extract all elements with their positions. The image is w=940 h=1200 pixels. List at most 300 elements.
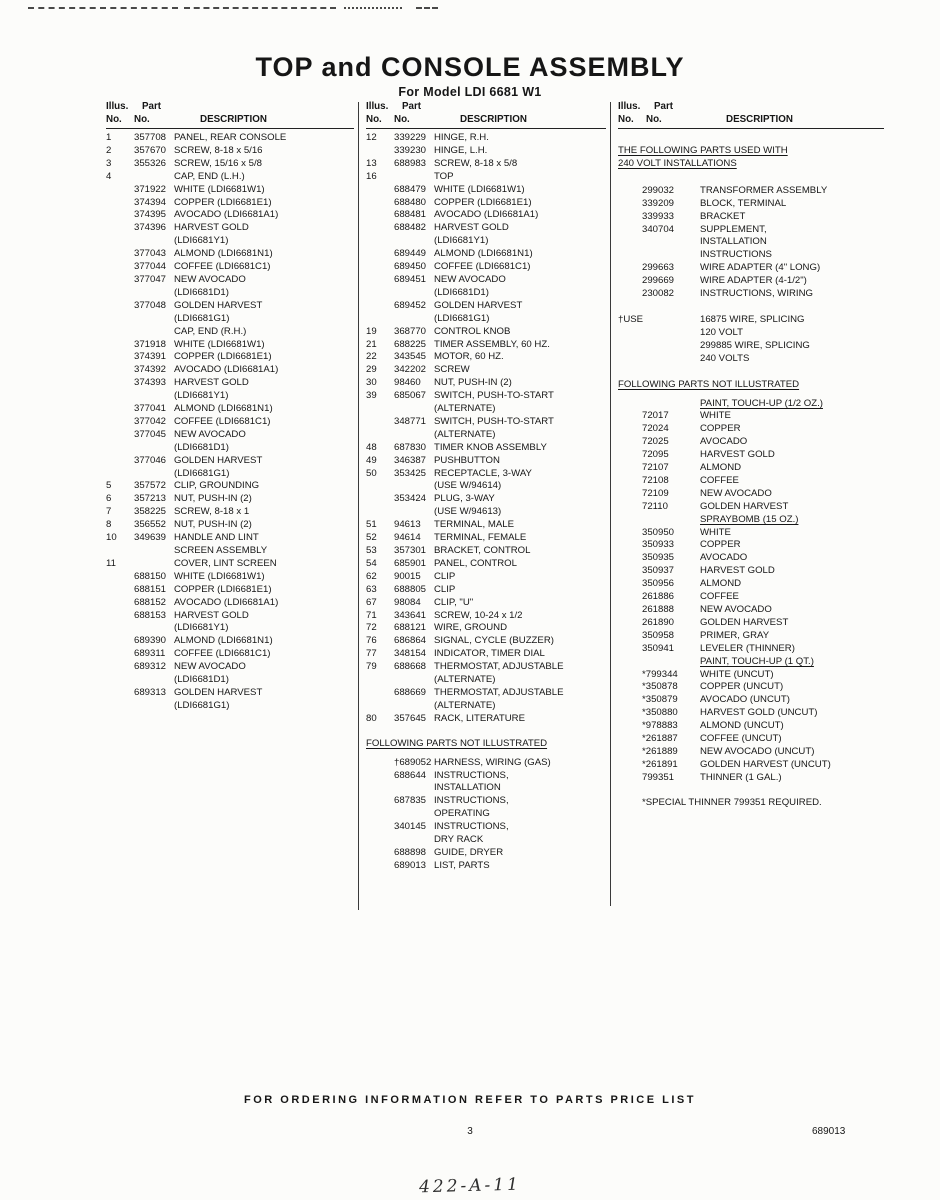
- description: NEW AVOCADO (UNCUT): [700, 745, 815, 757]
- part-no: [394, 782, 434, 795]
- illus-no: [618, 340, 642, 353]
- parts-row: [106, 364, 354, 377]
- illus-no: [618, 681, 642, 694]
- description: WIRE ADAPTER (4-1/2"): [700, 275, 807, 287]
- part-no: †689052: [394, 756, 432, 768]
- parts-row: [618, 488, 884, 501]
- scan-artifact-line: [184, 7, 336, 9]
- illus-no: [106, 687, 134, 700]
- illus-no: [106, 442, 134, 455]
- header-no: No.: [106, 114, 122, 125]
- part-no: 348154: [394, 648, 427, 660]
- description: RACK, LITERATURE: [434, 712, 525, 724]
- parts-row: [618, 353, 884, 366]
- part-no: 377042: [134, 415, 167, 427]
- parts-row: [366, 860, 606, 873]
- description: SWITCH, PUSH-TO-START: [434, 390, 554, 402]
- part-no: 371918: [134, 338, 167, 350]
- illus-no: [618, 449, 642, 462]
- column-divider: [358, 102, 359, 910]
- parts-row: [106, 197, 354, 210]
- parts-row: [106, 171, 354, 184]
- parts-row: [366, 364, 606, 377]
- illus-no: 10: [106, 532, 117, 544]
- description: (LDI6681G1): [174, 312, 230, 324]
- parts-row: [618, 423, 884, 436]
- part-no: [134, 313, 174, 326]
- part-no: 349639: [134, 532, 167, 544]
- part-no: *350879: [642, 694, 678, 706]
- description: DRY RACK: [434, 834, 484, 846]
- part-no: 689311: [134, 648, 166, 660]
- part-no: [394, 700, 434, 713]
- illus-no: [618, 423, 642, 436]
- parts-row: [618, 436, 884, 449]
- description: WIRE, GROUND: [434, 622, 508, 634]
- header-illus: Illus.: [366, 101, 389, 112]
- parts-row: [366, 326, 606, 339]
- parts-row: [366, 519, 606, 532]
- illus-no: [618, 539, 642, 552]
- document-number: 689013: [812, 1126, 846, 1137]
- illus-no: 50: [366, 467, 377, 479]
- part-no: 261886: [642, 591, 675, 603]
- parts-row: [366, 171, 606, 184]
- part-no: *350878: [642, 681, 678, 693]
- illus-no: [618, 578, 642, 591]
- illus-no: [106, 455, 134, 468]
- description: 240 VOLTS: [700, 352, 750, 364]
- part-no: 689450: [394, 261, 427, 273]
- illus-no: [366, 184, 394, 197]
- illus-no: 79: [366, 661, 377, 673]
- illus-no: [106, 622, 134, 635]
- part-no: 355326: [134, 157, 167, 169]
- part-no: [134, 390, 174, 403]
- illus-no: [366, 287, 394, 300]
- part-no: 368770: [394, 325, 427, 337]
- illus-no: [366, 222, 394, 235]
- illus-no: [106, 610, 134, 623]
- parts-row: [618, 314, 884, 327]
- description: PRIMER, GRAY: [700, 629, 770, 641]
- parts-row: [106, 287, 354, 300]
- part-no: 688150: [134, 570, 167, 582]
- illus-no: [366, 770, 394, 783]
- part-no: *261891: [642, 758, 678, 770]
- parts-row: [366, 429, 606, 442]
- illus-no: [618, 720, 642, 733]
- description: (LDI6681D1): [174, 674, 229, 686]
- description: PANEL, CONTROL: [434, 557, 517, 569]
- part-no: 357301: [394, 545, 427, 556]
- illus-no: [618, 249, 642, 262]
- part-no: [642, 340, 700, 353]
- part-no: 98460: [394, 377, 421, 389]
- header-description: DESCRIPTION: [726, 114, 793, 125]
- row-gap: [366, 726, 606, 738]
- part-no: [642, 314, 700, 327]
- description: GOLDEN HARVEST: [700, 500, 789, 512]
- illus-no: 52: [366, 532, 377, 544]
- illus-no: [618, 617, 642, 630]
- parts-row: [366, 847, 606, 860]
- parts-row: [618, 185, 884, 198]
- parts-row: [106, 661, 354, 674]
- description: TOP: [434, 170, 454, 182]
- parts-column-1: [106, 100, 354, 713]
- part-no: 687830: [394, 441, 427, 453]
- description: SCREW: [434, 364, 470, 376]
- parts-row: [106, 132, 354, 145]
- parts-rows: [618, 132, 884, 810]
- part-no: 377041: [134, 403, 167, 415]
- header-illus: Illus.: [106, 101, 129, 112]
- parts-row: [366, 455, 606, 468]
- illus-no: [618, 772, 642, 785]
- part-no: 686864: [394, 635, 427, 647]
- part-no: [642, 236, 700, 249]
- row-gap: [618, 301, 884, 314]
- parts-row: [366, 532, 606, 545]
- part-no: 339229: [394, 132, 427, 143]
- parts-row: [618, 643, 884, 656]
- illus-no: [366, 847, 394, 860]
- illus-no: [618, 488, 642, 501]
- parts-row: [618, 398, 884, 411]
- footnote: *SPECIAL THINNER 799351 REQUIRED.: [642, 796, 822, 808]
- part-no: 377048: [134, 299, 167, 311]
- description: SCREW, 8-18 x 5/8: [434, 157, 518, 169]
- part-no: *350880: [642, 707, 678, 719]
- description: COPPER (LDI6681E1): [174, 196, 272, 208]
- illus-no: [106, 674, 134, 687]
- description: COFFEE (UNCUT): [700, 733, 782, 745]
- parts-row: [106, 584, 354, 597]
- description: INSTALLATION: [434, 782, 501, 794]
- description: AVOCADO (LDI6681A1): [174, 596, 279, 608]
- description: HARVEST GOLD: [700, 449, 775, 461]
- part-no: 374391: [134, 351, 167, 363]
- parts-row: [106, 326, 354, 339]
- parts-row: [366, 300, 606, 313]
- description: THERMOSTAT, ADJUSTABLE: [434, 686, 564, 698]
- description: GUIDE, DRYER: [434, 846, 504, 858]
- part-no: 261890: [642, 616, 675, 628]
- illus-no: [106, 545, 134, 558]
- illus-no: [618, 462, 642, 475]
- parts-row: [106, 480, 354, 493]
- illus-no: 3: [106, 157, 112, 169]
- illus-no: [106, 326, 134, 339]
- part-no: 374395: [134, 209, 167, 221]
- illus-no: [618, 475, 642, 488]
- part-no: 350933: [642, 539, 675, 551]
- parts-row: [106, 429, 354, 442]
- parts-row: [106, 648, 354, 661]
- parts-row: [618, 591, 884, 604]
- description: (LDI6681G1): [174, 699, 230, 711]
- parts-row: [366, 287, 606, 300]
- description: COFFEE: [700, 474, 739, 486]
- header-part: Part: [654, 101, 674, 112]
- description: CAP, END (L.H.): [174, 170, 245, 182]
- illus-no: [366, 493, 394, 506]
- parts-row: [366, 506, 606, 519]
- part-no: 299032: [642, 184, 675, 196]
- row-gap: [618, 785, 884, 797]
- part-no: 72107: [642, 462, 669, 474]
- description: (LDI6681Y1): [174, 390, 229, 402]
- description: HARVEST GOLD: [174, 222, 249, 234]
- illus-no: 67: [366, 596, 377, 608]
- part-no: [642, 656, 700, 669]
- part-no: 339230: [394, 144, 427, 156]
- illus-no: 11: [106, 557, 116, 569]
- description: COPPER (UNCUT): [700, 681, 784, 693]
- parts-row: [618, 475, 884, 488]
- illus-no: [618, 198, 642, 211]
- part-no: 687835: [394, 795, 427, 807]
- part-no: [394, 287, 434, 300]
- part-no: 689390: [134, 635, 167, 647]
- part-no: 299669: [642, 275, 675, 287]
- parts-row: [366, 610, 606, 623]
- description: WIRE ADAPTER (4" LONG): [700, 262, 821, 274]
- parts-row: [106, 442, 354, 455]
- part-no: 358225: [134, 506, 167, 518]
- illus-no: [618, 604, 642, 617]
- illus-no: [106, 209, 134, 222]
- illus-no: [106, 597, 134, 610]
- parts-row: [366, 493, 606, 506]
- part-no: 72109: [642, 487, 669, 499]
- parts-row: [106, 416, 354, 429]
- description: AVOCADO (LDI6681A1): [434, 209, 539, 221]
- description: CLIP: [434, 583, 456, 595]
- parts-row: [366, 197, 606, 210]
- part-no: [642, 327, 700, 340]
- part-no: 357572: [134, 480, 167, 492]
- description: INSTRUCTIONS,: [434, 795, 509, 807]
- part-no: 350958: [642, 629, 675, 641]
- description: INSTALLATION: [700, 236, 767, 248]
- part-no: 72017: [642, 410, 669, 422]
- part-no: 688481: [394, 209, 427, 221]
- part-no: 261888: [642, 604, 675, 615]
- illus-no: [106, 416, 134, 429]
- description: TERMINAL, MALE: [434, 519, 514, 531]
- part-no: 688644: [394, 769, 427, 781]
- description: SCREW, 8-18 x 5/16: [174, 144, 263, 156]
- description: (LDI6681Y1): [174, 622, 229, 634]
- description: COPPER: [700, 423, 741, 435]
- parts-row: [366, 770, 606, 783]
- part-no: 689313: [134, 686, 167, 698]
- parts-row: [618, 617, 884, 630]
- part-no: 350956: [642, 578, 675, 590]
- description: ALMOND (UNCUT): [700, 720, 784, 732]
- parts-row: [106, 158, 354, 171]
- illus-no: 22: [366, 351, 377, 363]
- illus-no: [618, 398, 642, 411]
- illus-no: [618, 353, 642, 366]
- description: NEW AVOCADO: [174, 273, 246, 285]
- parts-row: [618, 552, 884, 565]
- parts-row: [366, 480, 606, 493]
- section-row: [618, 145, 884, 158]
- part-no: 350935: [642, 552, 675, 564]
- header-description: DESCRIPTION: [460, 114, 527, 125]
- parts-row: [618, 604, 884, 617]
- part-no: 689312: [134, 661, 167, 673]
- description: NEW AVOCADO: [174, 428, 246, 440]
- parts-row: [618, 462, 884, 475]
- description: HARNESS, WIRING (GAS): [434, 756, 551, 768]
- section-row: [618, 158, 884, 171]
- parts-row: [618, 288, 884, 301]
- part-no: [394, 403, 434, 416]
- description: PUSHBUTTON: [434, 454, 500, 466]
- illus-no: 63: [366, 583, 377, 595]
- header-description: DESCRIPTION: [200, 114, 267, 125]
- illus-no: [618, 514, 642, 527]
- parts-row: [106, 235, 354, 248]
- part-no: [134, 674, 174, 687]
- part-no: [134, 558, 174, 571]
- parts-row: [618, 340, 884, 353]
- description: HARVEST GOLD: [174, 609, 249, 621]
- description: GOLDEN HARVEST: [174, 299, 263, 311]
- illus-no: [106, 403, 134, 416]
- description: SCREW, 8-18 x 1: [174, 506, 250, 518]
- parts-row: [618, 733, 884, 746]
- parts-row: [366, 442, 606, 455]
- parts-row: [366, 597, 606, 610]
- illus-no: [106, 468, 134, 481]
- parts-row: [366, 635, 606, 648]
- illus-no: [618, 288, 642, 301]
- part-no: *261889: [642, 745, 678, 757]
- parts-row: [366, 209, 606, 222]
- illus-no: 76: [366, 635, 377, 647]
- part-no: 688668: [394, 661, 427, 673]
- illus-no: [106, 700, 134, 713]
- part-no: 343641: [394, 609, 427, 621]
- illus-no: [618, 733, 642, 746]
- parts-row: [106, 493, 354, 506]
- illus-no: [106, 184, 134, 197]
- description: GOLDEN HARVEST: [174, 686, 263, 698]
- illus-no: [106, 351, 134, 364]
- description: HARVEST GOLD: [434, 222, 509, 234]
- part-no: 353424: [394, 493, 427, 505]
- description: ALMOND: [700, 578, 742, 590]
- parts-row: [366, 145, 606, 158]
- parts-row: [366, 782, 606, 795]
- illus-no: [618, 327, 642, 340]
- parts-row: [106, 635, 354, 648]
- illus-no: [366, 808, 394, 821]
- parts-row: [618, 656, 884, 669]
- description: WHITE (LDI6681W1): [174, 338, 265, 350]
- description: LEVELER (THINNER): [700, 642, 795, 654]
- illus-no: 8: [106, 519, 112, 531]
- illus-no: [618, 436, 642, 449]
- parts-row: [106, 261, 354, 274]
- illus-no: 6: [106, 493, 112, 505]
- parts-row: [366, 351, 606, 364]
- part-no: 377044: [134, 261, 167, 273]
- illus-no: [618, 565, 642, 578]
- description: (ALTERNATE): [434, 699, 496, 711]
- description: (LDI6681Y1): [174, 235, 229, 247]
- parts-rows: [366, 132, 606, 873]
- part-no: 688669: [394, 686, 427, 698]
- part-no: [394, 429, 434, 442]
- header-no: No.: [618, 114, 634, 125]
- description: COFFEE (LDI6681C1): [174, 648, 271, 660]
- illus-no: [366, 235, 394, 248]
- part-no: 72024: [642, 423, 669, 435]
- part-no: [134, 545, 174, 558]
- part-no: 72108: [642, 474, 669, 486]
- part-no: 689452: [394, 299, 427, 311]
- description: INSTRUCTIONS,: [434, 769, 509, 781]
- part-no: 340145: [394, 821, 427, 833]
- parts-row: [106, 184, 354, 197]
- parts-row: [106, 674, 354, 687]
- part-no: 374394: [134, 196, 167, 208]
- illus-no: 54: [366, 557, 377, 569]
- description: COFFEE (LDI6681C1): [174, 415, 271, 427]
- description: (LDI6681Y1): [434, 235, 489, 247]
- illus-no: [106, 648, 134, 661]
- part-no: *799344: [642, 668, 678, 680]
- illus-no: [366, 782, 394, 795]
- ordering-info-line: FOR ORDERING INFORMATION REFER TO PARTS PRICE LIST: [244, 1094, 696, 1106]
- description: AVOCADO: [700, 552, 748, 564]
- description: GOLDEN HARVEST: [174, 454, 263, 466]
- description: COFFEE (LDI6681C1): [434, 261, 531, 273]
- illus-no: [366, 261, 394, 274]
- illus-no: [618, 501, 642, 514]
- parts-rows: [106, 132, 354, 713]
- illus-no: 12: [366, 132, 377, 143]
- description: (LDI6681D1): [174, 441, 229, 453]
- illus-no: 7: [106, 506, 112, 518]
- description: TIMER KNOB ASSEMBLY: [434, 441, 547, 453]
- parts-row: [366, 558, 606, 571]
- parts-row: [106, 351, 354, 364]
- part-no: [134, 287, 174, 300]
- parts-column-2: [366, 100, 606, 873]
- part-no: 371922: [134, 183, 167, 195]
- scan-artifact-line: [28, 7, 178, 9]
- description: (ALTERNATE): [434, 674, 496, 686]
- illus-no: 30: [366, 377, 377, 389]
- parts-row: [618, 410, 884, 423]
- part-no: 377045: [134, 428, 167, 440]
- parts-row: [366, 687, 606, 700]
- parts-row: [366, 700, 606, 713]
- illus-no: [366, 834, 394, 847]
- description: AVOCADO (UNCUT): [700, 694, 790, 706]
- part-no: [134, 700, 174, 713]
- description: SIGNAL, CYCLE (BUZZER): [434, 635, 554, 647]
- description: HARVEST GOLD (UNCUT): [700, 707, 818, 719]
- parts-row: [106, 339, 354, 352]
